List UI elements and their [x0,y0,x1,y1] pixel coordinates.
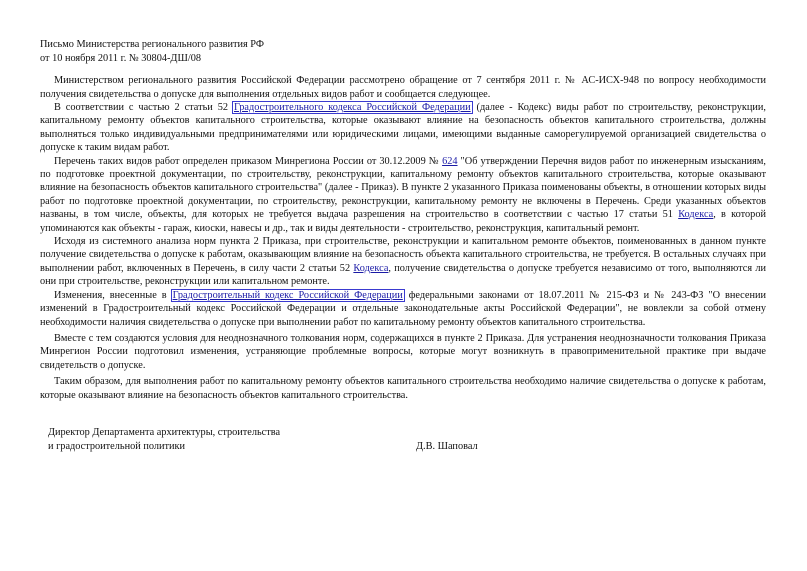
paragraph-2-text-before: В соответствии с частью 2 статьи 52 [54,102,233,113]
signatory-title-line-1: Директор Департамента архитектуры, строительства [48,426,281,438]
paragraph-6-text: Вместе с тем создаются условия для неоднозначного толкования норм, содержащихся в пункте 2 Приказа. Для устранения неоднозначности толкования Приказа Минрегион России подготовил изменения, устраняющие проблемные вопросы, которые могут возникнуть в правоприменительной практике при выдаче свидетельств о допуске. [40,332,766,371]
link-gradostroitelny-kodeks-2[interactable]: Градостроительный кодекс Российской Федерации [172,289,403,301]
link-kodeksa-st52[interactable]: Кодекса [353,262,389,274]
paragraph-7 [40,375,766,402]
paragraph-3-text-middle: "Об утверждении Перечня видов работ по инженерным изысканиям, по подготовке проектной документации, по строительству, реконструкции, капитальному ремонту объектов капитального строительства, которые оказывают влияние на безопасность объектов капитального строительства" (далее - Приказ). В пункте 2 указанного Приказа поименованы объекты, в отношении которых виды работ по подготовке проектной документации, по строительству, реконструкции, капитальному ремонту не включены в Перечень. Среди указанных объектов названы, в том числе, объекты, для которых не требуется выдача разрешения на строительство в соответствии с частью 17 статьи 51 [40,155,766,221]
link-gradostroitelny-kodeks[interactable]: Градостроительного кодекса Российской Федерации [233,102,471,113]
paragraph-5 [40,289,766,329]
paragraph-1-text: Министерством регионального развития Российской Федерации рассмотрено обращение от 7 сентября 2011 г. № АС-ИСХ-948 по вопросу необходимости получения свидетельства о допуске для выполнения отдельных видов работ и сообщается следующее. [40,75,766,100]
paragraph-7-text: Таким образом, для выполнения работ по капитальному ремонту объектов капитального строительства необходимо наличие свидетельства о допуске к работам, которые оказывают влияние на безопасность объектов капитального строительства. [40,376,766,401]
paragraph-2-text-after: (далее - Кодекс) виды работ по строительству, реконструкции, капитальному ремонту объектов капитального строительства, которые оказывают влияние на безопасность объектов капитального строительства, должны выполняться только индивидуальными предпринимателями или юридическими лицами, имеющими выданные саморегулируемой организацией свидетельства о допуске к таким видам работ. [40,102,766,154]
paragraph-5-text-before: Изменения, внесенные в [54,289,172,301]
document-date-number: от 10 ноября 2011 г. № 30804-ДШ/08 [40,52,201,64]
signatory-name: Д.В. Шаповал [416,440,478,452]
document-title: Письмо Министерства регионального развития РФ [40,39,264,50]
paragraph-3-text-before: Перечень таких видов работ определен приказом Минрегиона России от 30.12.2009 № [54,155,443,167]
signature-block [40,426,766,454]
paragraph-1 [40,74,766,101]
paragraph-5-text-after: федеральными законами от 18.07.2011 № 215-ФЗ и № 243-ФЗ "О внесении изменений в Градостроительный кодекс Российской Федерации и отдельные законодательные акты Российской Федерации", не вовлекли за собой отмену необходимости наличия свидетельства о допуске при выполнении работ по капитальному ремонту объектов капитального строительства. [40,289,766,328]
link-prikaz-624[interactable]: 624 [442,155,458,167]
paragraph-3-text-after: , в которой упоминаются как объекты - гараж, киоски, навесы и др., так и виды деятельности - строительство, реконструкция, капитальный ремонт. [40,209,766,234]
paragraph-6 [40,332,766,372]
document-header [40,38,766,65]
paragraph-4-text-before: Исходя из системного анализа норм пункта 2 Приказа, при строительстве, реконструкции и капитальном ремонте объектов, поименованных в данном пункте получение свидетельства о допуске к работам, оказывающим влияние на безопасность объекта капитального строительства, не требуется. В остальных случаях при выполнении работ, включенных в Перечень, в силу части 2 статьи 52 [40,236,766,274]
signatory-title-line-2: и градостроительной политики [48,440,186,452]
paragraph-3 [40,155,766,235]
document-page [40,38,766,454]
paragraph-4-text-after: , получение свидетельства о допуске требуется независимо от того, выполняются ли они при строительстве, реконструкции или капитальном ремонте. [40,262,766,288]
paragraph-2 [40,101,766,155]
link-kodeksa-st51[interactable]: Кодекса [678,209,714,221]
paragraph-4 [40,235,766,289]
